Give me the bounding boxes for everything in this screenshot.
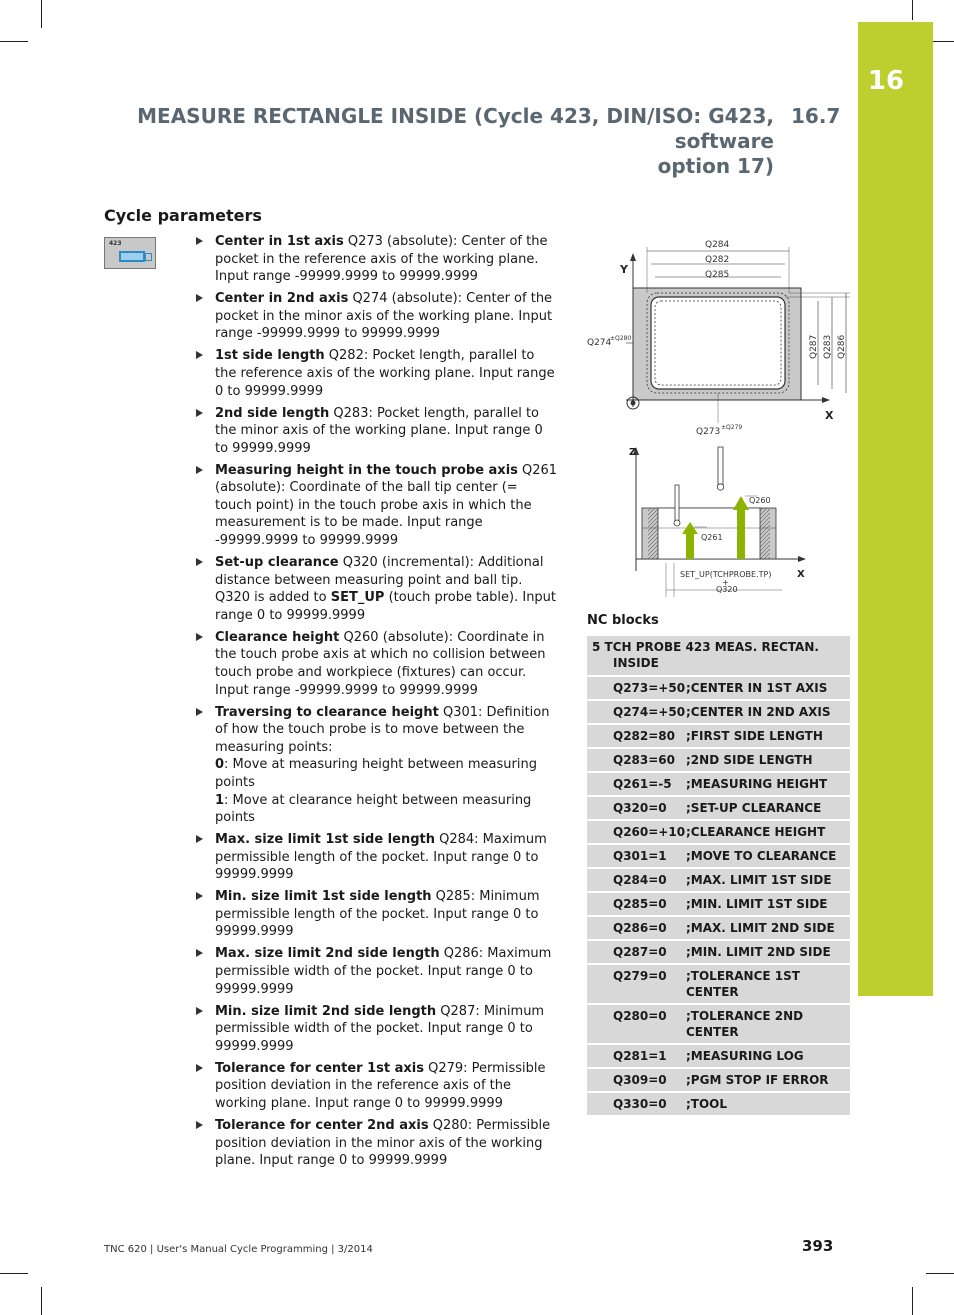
- side-view: [629, 447, 806, 597]
- header-title-line-2: option 17): [657, 154, 774, 178]
- nc-comment: ;MIN. LIMIT 1ST SIDE: [686, 892, 850, 916]
- dim-q285: Q285: [705, 270, 730, 280]
- nc-param: Q282=80: [587, 724, 686, 748]
- param-desc: Q279: Permissible position deviation in the reference axis of the working plane. Input range 0 to 99999.9999: [215, 1060, 546, 1111]
- table-row: [587, 676, 850, 700]
- bullet-arrow-icon: [196, 1121, 203, 1129]
- param-desc: Q320 (incremental): Additional distance between measuring point and ball tip. Q320 is added to: [215, 555, 544, 606]
- crop-mark: [912, 1287, 913, 1315]
- table-row: [587, 844, 850, 868]
- nc-comment: ;CENTER IN 1ST AXIS: [686, 676, 850, 700]
- chapter-number: 16: [867, 66, 905, 96]
- axis-label-x: X: [825, 409, 834, 422]
- param-name: Measuring height in the touch probe axis: [215, 462, 518, 478]
- param-item: [196, 290, 558, 343]
- table-row: [587, 772, 850, 796]
- param-item: [196, 831, 558, 884]
- table-row: [587, 868, 850, 892]
- dim-q280: ±Q280: [610, 335, 632, 342]
- param-name: Max. size limit 2nd side length: [215, 946, 440, 962]
- nc-param: Q281=1: [587, 1044, 686, 1068]
- nc-blocks-table: [587, 636, 850, 1117]
- param-item: [196, 347, 558, 400]
- parameter-list: [196, 233, 558, 1174]
- touch-probe-right: [718, 447, 723, 488]
- nc-param: Q283=60: [587, 748, 686, 772]
- page-number: 393: [802, 1237, 834, 1255]
- table-row: [587, 940, 850, 964]
- bullet-arrow-icon: [196, 633, 203, 641]
- nc-header-row: [587, 636, 850, 676]
- param-name: Set-up clearance: [215, 555, 339, 571]
- pocket: [651, 297, 785, 389]
- nc-comment: ;MEASURING HEIGHT: [686, 772, 850, 796]
- dim-setup: SET_UP(TCHPROBE.TP): [680, 570, 772, 579]
- dim-q286: Q286: [837, 334, 847, 359]
- dim-q284: Q284: [705, 240, 730, 250]
- nc-param: Q260=+10: [587, 820, 686, 844]
- nc-header-line-1: 5 TCH PROBE 423 MEAS. RECTAN.: [592, 640, 819, 654]
- bullet-arrow-icon: [196, 409, 203, 417]
- param-item: [196, 1117, 558, 1170]
- param-name: Tolerance for center 2nd axis: [215, 1117, 429, 1133]
- dim-q320: Q320: [716, 585, 738, 594]
- table-row: [587, 748, 850, 772]
- q260-arrow: [737, 509, 745, 559]
- table-row: [587, 700, 850, 724]
- param-item: [196, 704, 558, 827]
- bullet-arrow-icon: [196, 351, 203, 359]
- nc-comment: ;MIN. LIMIT 2ND SIDE: [686, 940, 850, 964]
- param-item: [196, 405, 558, 458]
- param-name: 2nd side length: [215, 405, 330, 421]
- param-option: [215, 792, 558, 827]
- nc-comment: ;SET-UP CLEARANCE: [686, 796, 850, 820]
- param-desc: Q274 (absolute): Center of the pocket in the minor axis of the working plane. Input range -99999.9999 to 99999.9999: [215, 291, 553, 342]
- nc-comment: ;MOVE TO CLEARANCE: [686, 844, 850, 868]
- nc-param: Q286=0: [587, 916, 686, 940]
- param-item: [196, 888, 558, 941]
- nc-comment: ;MAX. LIMIT 1ST SIDE: [686, 868, 850, 892]
- nc-comment: ;CENTER IN 2ND AXIS: [686, 700, 850, 724]
- param-desc: Q260 (absolute): Coordinate in the touch probe axis at which no collision between touch probe and workpiece (fixtures) can occur. Input range -99999.9999 to 99999.9999: [215, 629, 546, 698]
- table-row: [587, 796, 850, 820]
- param-desc: Q283: Pocket length, parallel to the minor axis of the working plane. Input range 0 to 99999.9999: [215, 405, 543, 456]
- nc-param: Q320=0: [587, 796, 686, 820]
- crop-mark: [0, 41, 28, 42]
- pocket-icon: [119, 251, 145, 262]
- chapter-tab: [858, 22, 933, 996]
- crop-mark: [912, 0, 913, 20]
- nc-param: Q274=+50: [587, 700, 686, 724]
- nc-param: Q284=0: [587, 868, 686, 892]
- bullet-arrow-icon: [196, 892, 203, 900]
- nc-header-cell: [587, 636, 850, 676]
- param-desc: Q280: Permissible position deviation in the minor axis of the working plane. Input range 0 to 99999.9999: [215, 1117, 551, 1169]
- param-name: Max. size limit 1st side length: [215, 832, 435, 848]
- dim-q261: Q261: [701, 533, 723, 542]
- nc-param: Q279=0: [587, 964, 686, 1004]
- axis-label-x-side: X: [797, 569, 805, 580]
- param-name: Min. size limit 2nd side length: [215, 1003, 437, 1019]
- bullet-arrow-icon: [196, 1007, 203, 1015]
- dim-q282: Q282: [705, 255, 730, 265]
- top-view: [587, 240, 850, 437]
- axis-label-y: Y: [620, 263, 628, 276]
- touch-probe-left: [675, 485, 679, 525]
- table-row: [587, 916, 850, 940]
- nc-comment: ;FIRST SIDE LENGTH: [686, 724, 850, 748]
- param-name: Center in 1st axis: [215, 234, 344, 249]
- nc-comment: ;MAX. LIMIT 2ND SIDE: [686, 916, 850, 940]
- dim-q274: Q274: [587, 338, 612, 348]
- param-desc: Q284: Maximum permissible length of the pocket. Input range 0 to 99999.9999: [215, 832, 547, 883]
- option-key: 1: [215, 792, 225, 808]
- param-desc: Q282: Pocket length, parallel to the reference axis of the working plane. Input range 0 to 99999.9999: [215, 348, 555, 399]
- table-row: [587, 1068, 850, 1092]
- bullet-arrow-icon: [196, 294, 203, 302]
- bullet-arrow-icon: [196, 558, 203, 566]
- table-row: [587, 1044, 850, 1068]
- nc-param: Q287=0: [587, 940, 686, 964]
- nc-comment: ;TOLERANCE 2ND CENTER: [686, 1004, 850, 1044]
- param-item: [196, 1060, 558, 1113]
- param-name: Center in 2nd axis: [215, 291, 349, 307]
- table-row: [587, 892, 850, 916]
- bullet-arrow-icon: [196, 237, 203, 245]
- section-title: Cycle parameters: [104, 206, 262, 225]
- option-text: : Move at measuring height between measuring points: [215, 757, 537, 790]
- probe-icon: [145, 253, 152, 261]
- bullet-arrow-icon: [196, 708, 203, 716]
- table-row: [587, 820, 850, 844]
- nc-param: Q280=0: [587, 1004, 686, 1044]
- bullet-arrow-icon: [196, 466, 203, 474]
- param-desc: Q287: Minimum permissible width of the pocket. Input range 0 to 99999.9999: [215, 1003, 545, 1054]
- cycle-diagram: [582, 233, 858, 605]
- dim-q283: Q283: [823, 334, 833, 359]
- param-name: Clearance height: [215, 629, 340, 645]
- param-item: [196, 1003, 558, 1056]
- table-row: [587, 1004, 850, 1044]
- param-name: Traversing to clearance height: [215, 704, 439, 720]
- nc-comment: ;TOLERANCE 1ST CENTER: [686, 964, 850, 1004]
- nc-param: Q261=-5: [587, 772, 686, 796]
- table-row: [587, 1092, 850, 1116]
- dim-plus: +: [722, 578, 729, 587]
- nc-param: Q301=1: [587, 844, 686, 868]
- param-item: [196, 629, 558, 699]
- bullet-arrow-icon: [196, 1064, 203, 1072]
- nc-blocks-title: NC blocks: [587, 613, 659, 628]
- crop-mark: [0, 1273, 28, 1274]
- param-desc: Q261 (absolute): Coordinate of the ball tip center (= touch point) in the touch probe axis in which the measurement is to be made. Input range -99999.9999 to 99999.9999: [215, 462, 558, 549]
- option-key: 0: [215, 757, 225, 773]
- nc-comment: ;TOOL: [686, 1092, 850, 1116]
- param-item: [196, 554, 558, 624]
- param-item: [196, 233, 558, 286]
- crop-mark: [41, 1287, 42, 1315]
- param-name: Min. size limit 1st side length: [215, 889, 432, 905]
- crop-mark: [926, 1273, 954, 1274]
- q261-arrow: [686, 533, 694, 559]
- param-item: [196, 462, 558, 550]
- nc-comment: ;PGM STOP IF ERROR: [686, 1068, 850, 1092]
- dim-q273: Q273: [696, 427, 721, 437]
- section-number: 16.7: [791, 104, 841, 128]
- nc-comment: ;CLEARANCE HEIGHT: [686, 820, 850, 844]
- cycle-423-icon: [104, 237, 156, 269]
- param-desc: Q273 (absolute): Center of the pocket in the reference axis of the working plane. Input range -99999.9999 to 99999.9999: [215, 234, 548, 285]
- param-desc-continued: (touch probe table). Input range 0 to 99999.9999: [215, 590, 557, 623]
- cycle-icon-label: 423: [109, 240, 122, 247]
- crop-mark: [41, 0, 42, 28]
- dim-q279: ±Q279: [721, 424, 743, 431]
- param-name: Tolerance for center 1st axis: [215, 1060, 424, 1076]
- page-header-title: [100, 104, 774, 179]
- param-keyword: SET_UP: [330, 590, 385, 606]
- param-desc: Q286: Maximum permissible width of the pocket. Input range 0 to 99999.9999: [215, 946, 552, 997]
- dim-q287: Q287: [809, 334, 819, 359]
- nc-param: Q330=0: [587, 1092, 686, 1116]
- param-item: [196, 945, 558, 998]
- option-text: : Move at clearance height between measuring points: [215, 792, 532, 826]
- nc-param: Q273=+50: [587, 676, 686, 700]
- bullet-arrow-icon: [196, 835, 203, 843]
- param-desc: Q285: Minimum permissible length of the pocket. Input range 0 to 99999.9999: [215, 889, 540, 940]
- axis-label-z: Z: [629, 447, 637, 458]
- table-row: [587, 724, 850, 748]
- table-row: [587, 964, 850, 1004]
- bullet-arrow-icon: [196, 949, 203, 957]
- dim-q260: Q260: [749, 496, 771, 505]
- param-option: [215, 756, 558, 791]
- nc-param: Q309=0: [587, 1068, 686, 1092]
- nc-comment: ;MEASURING LOG: [686, 1044, 850, 1068]
- param-desc: Q301: Definition of how the touch probe is to move between the measuring points:: [215, 704, 550, 755]
- nc-param: Q285=0: [587, 892, 686, 916]
- nc-comment: ;2ND SIDE LENGTH: [686, 748, 850, 772]
- footer-text: TNC 620 | User's Manual Cycle Programming | 3/2014: [104, 1244, 373, 1255]
- header-title-line-1: MEASURE RECTANGLE INSIDE (Cycle 423, DIN/ISO: G423, software: [137, 104, 774, 153]
- param-name: 1st side length: [215, 348, 325, 364]
- nc-header-line-2: INSIDE: [613, 656, 659, 670]
